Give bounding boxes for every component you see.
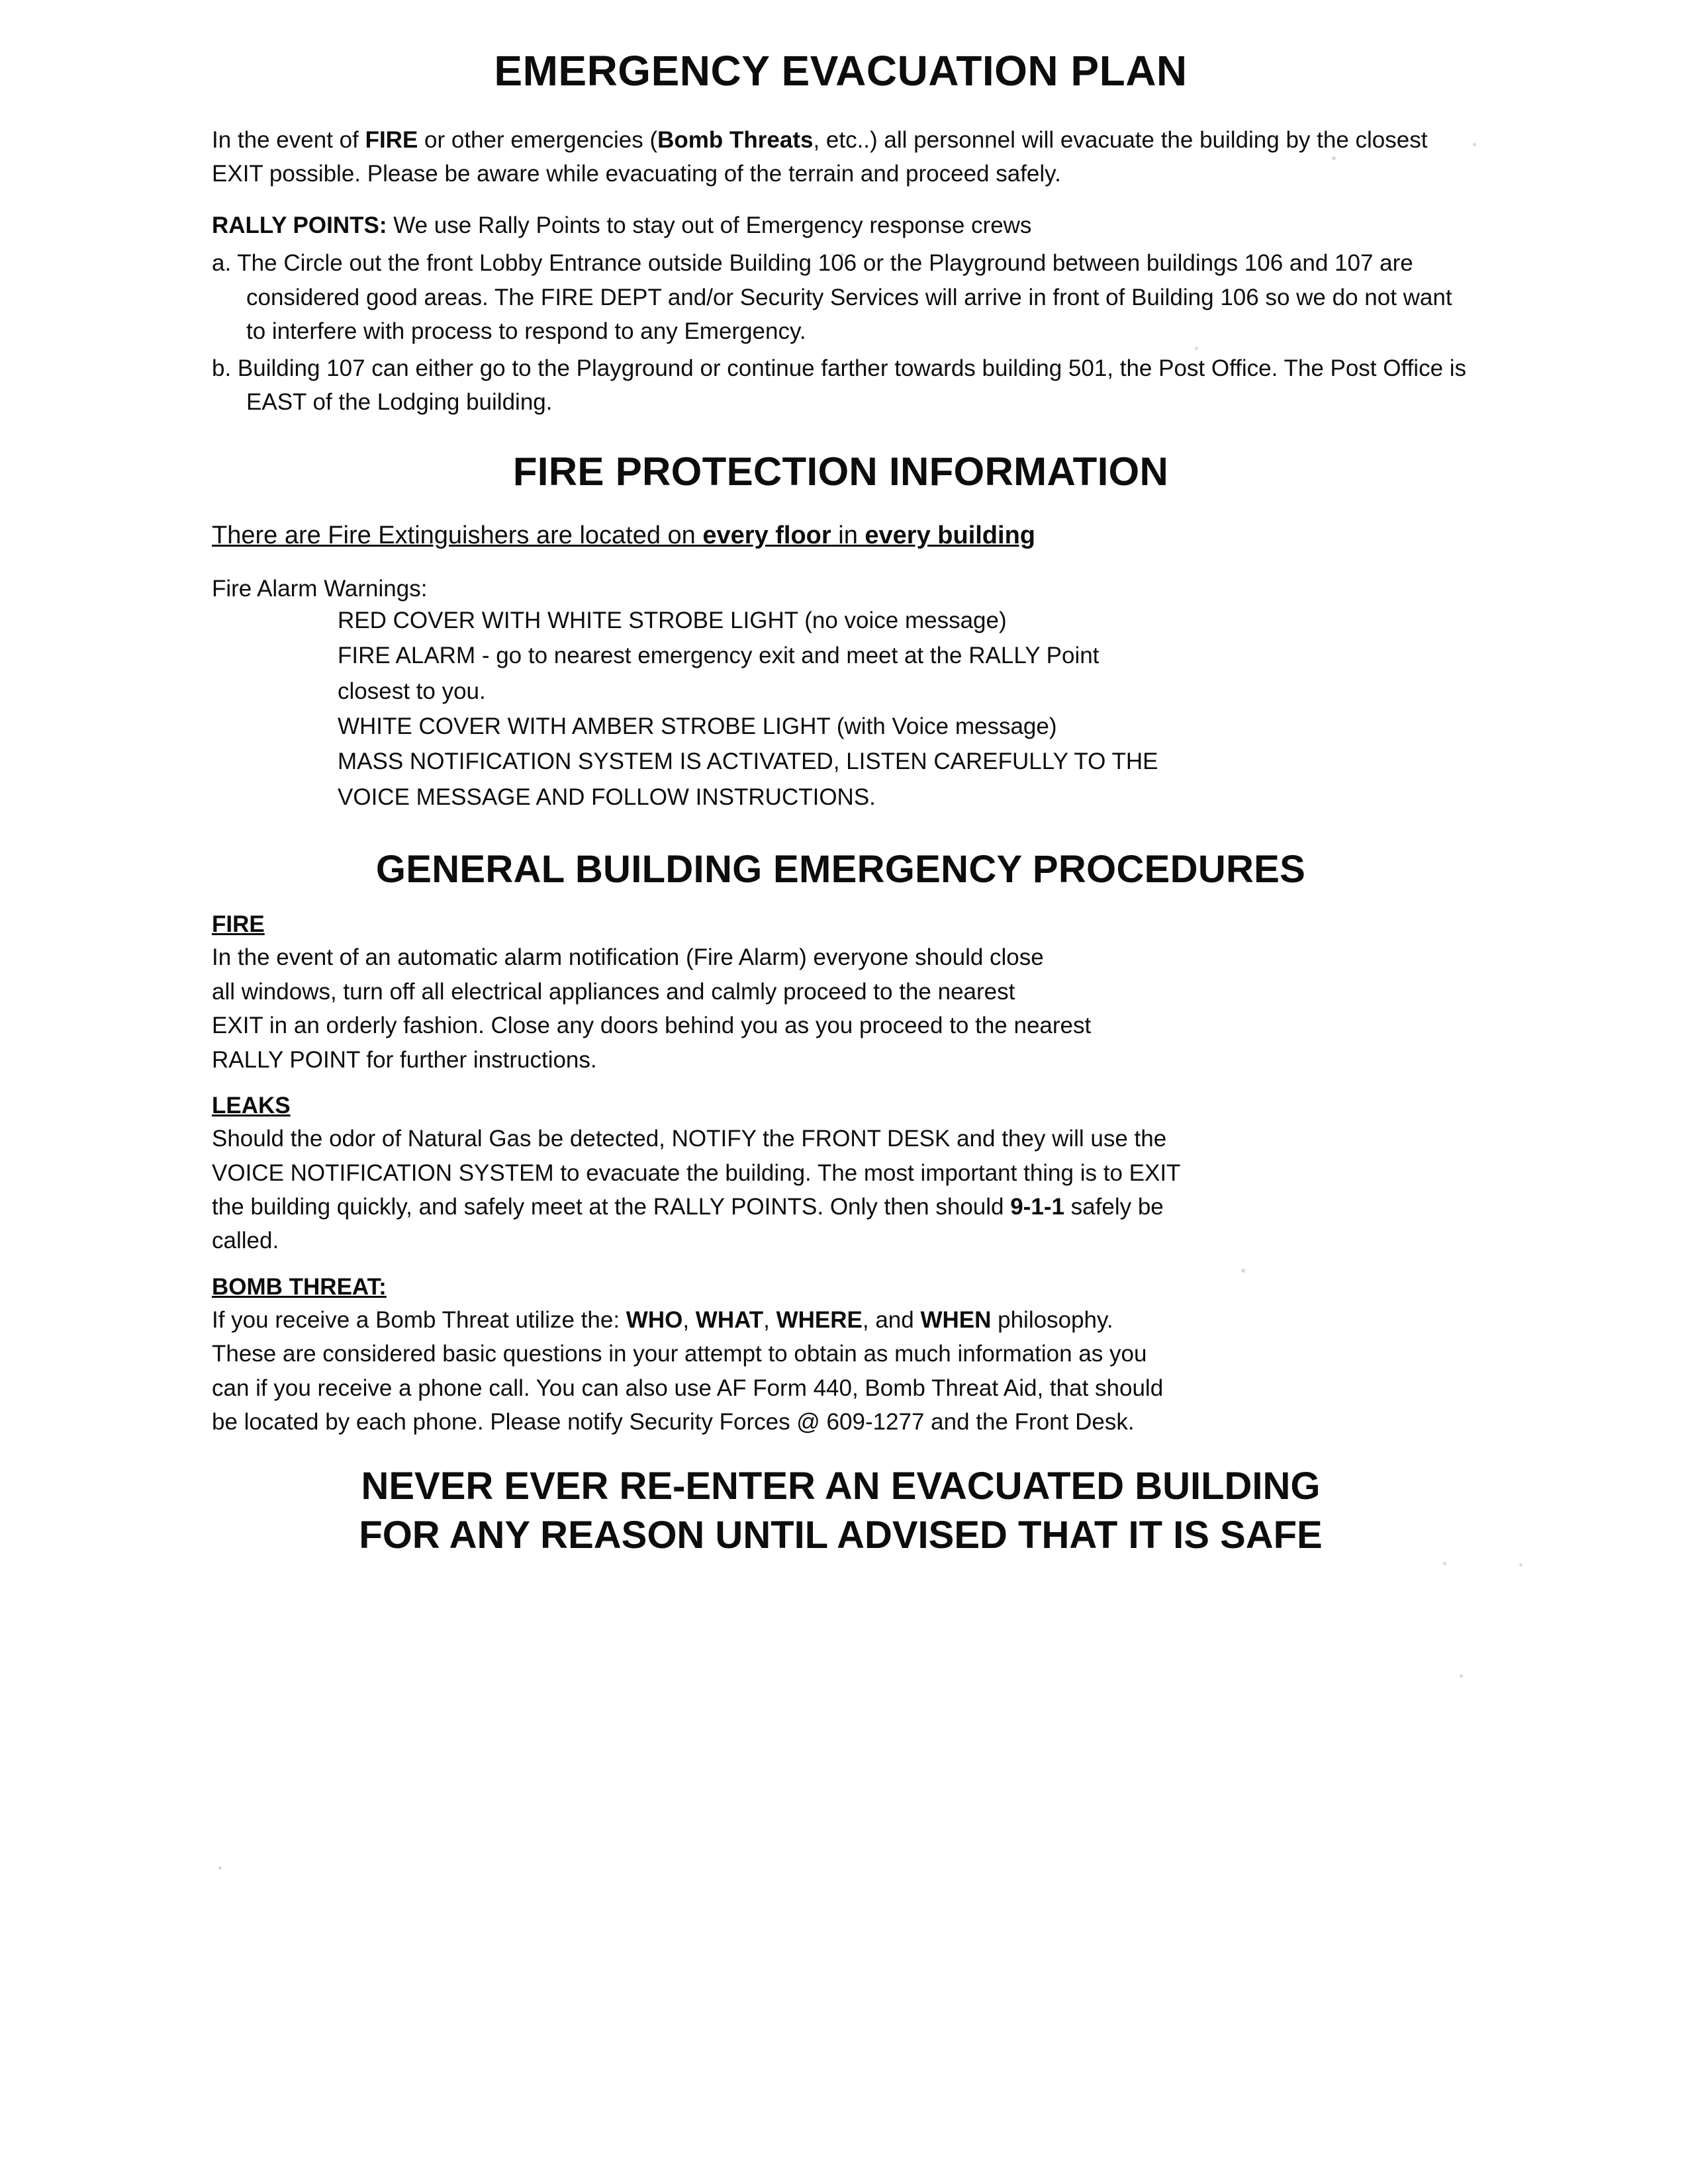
intro-bold-bomb-threats: Bomb Threats	[657, 127, 814, 153]
bomb-bold-what: WHAT	[695, 1306, 764, 1333]
paragraph-line	[212, 1303, 1470, 1337]
bomb-sep-1: ,	[682, 1306, 696, 1333]
leaks-bold-911: 9-1-1	[1010, 1193, 1064, 1220]
leaks-line3-text-1: the building quickly, and safely meet at the RALLY POINTS. Only then should	[212, 1193, 1011, 1220]
headline-text-2: in	[831, 521, 865, 549]
headline-bold-every-building: every building	[865, 521, 1036, 549]
paragraph-line	[212, 1190, 1470, 1224]
paragraph-line: can if you receive a phone call. You can also use AF Form 440, Bomb Threat Aid, that should	[212, 1375, 1164, 1401]
list-item: a. The Circle out the front Lobby Entrance outside Building 106 or the Playground between buildings 106 and 107 are considered good areas. The FIRE DEPT and/or Security Services will arrive in front of Building 106 so we do not want to interfere with process to respond to any Emergency.	[212, 250, 1452, 345]
list-item: closest to you.	[338, 678, 486, 704]
scan-speck	[1443, 1562, 1446, 1565]
list-item: FIRE ALARM - go to nearest emergency exit and meet at the RALLY Point	[338, 643, 1100, 669]
paragraph-line: Should the odor of Natural Gas be detected, NOTIFY the FRONT DESK and they will use the	[212, 1126, 1167, 1152]
subsection-heading-bomb-threat: BOMB THREAT:	[212, 1273, 387, 1300]
scan-speck	[1460, 1674, 1463, 1678]
list-item: b. Building 107 can either go to the Playground or continue farther towards building 501, the Post Office. The Post Office is EAST of the Lodging building.	[212, 355, 1467, 416]
closing-warning	[212, 1462, 1470, 1560]
fire-extinguisher-headline	[212, 518, 1470, 553]
paragraph-line: These are considered basic questions in your attempt to obtain as much information as you	[212, 1341, 1147, 1367]
intro-bold-fire: FIRE	[365, 127, 418, 153]
paragraph-line: VOICE NOTIFICATION SYSTEM to evacuate the building. The most important thing is to EXIT	[212, 1160, 1181, 1186]
bomb-line1-text-2: philosophy.	[991, 1306, 1113, 1333]
leaks-line3-text-2: safely be	[1064, 1193, 1164, 1220]
section-title-fire-protection: FIRE PROTECTION INFORMATION	[512, 449, 1169, 494]
list-item: WHITE COVER WITH AMBER STROBE LIGHT (with Voice message)	[338, 713, 1057, 739]
list-item: VOICE MESSAGE AND FOLLOW INSTRUCTIONS.	[338, 784, 876, 810]
list-item: RED COVER WITH WHITE STROBE LIGHT (no voice message)	[338, 607, 1007, 633]
paragraph-line: be located by each phone. Please notify Security Forces @ 609-1277 and the Front Desk.	[212, 1409, 1135, 1435]
bomb-line1-text-1: If you receive a Bomb Threat utilize the:	[212, 1306, 626, 1333]
fire-procedure-text	[212, 940, 1470, 1077]
subsection-heading-fire: FIRE	[212, 911, 265, 938]
headline-text-1: There are Fire Extinguishers are located on	[212, 521, 703, 549]
paragraph-line: In the event of an automatic alarm notification (Fire Alarm) everyone should close	[212, 944, 1044, 971]
rally-points-label: RALLY POINTS:	[212, 212, 387, 238]
paragraph-line: EXIT in an orderly fashion. Close any doors behind you as you proceed to the nearest	[212, 1013, 1092, 1039]
subsection-heading-leaks: LEAKS	[212, 1093, 291, 1119]
bomb-bold-where: WHERE	[776, 1306, 863, 1333]
bomb-bold-when: WHEN	[920, 1306, 992, 1333]
closing-line: FOR ANY REASON UNTIL ADVISED THAT IT IS SAFE	[359, 1513, 1323, 1557]
bomb-sep-3: , and	[862, 1306, 921, 1333]
fire-alarm-warnings-label: Fire Alarm Warnings:	[212, 575, 428, 602]
fire-alarm-warnings-list	[338, 604, 1470, 815]
section-title-general-procedures: GENERAL BUILDING EMERGENCY PROCEDURES	[375, 848, 1306, 891]
rally-points-lead-text: We use Rally Points to stay out of Emergency response crews	[387, 212, 1032, 238]
document-content	[212, 46, 1470, 1560]
bomb-bold-who: WHO	[626, 1306, 683, 1333]
paragraph-line: called.	[212, 1228, 279, 1254]
rally-points-lead	[212, 208, 1470, 242]
list-item: MASS NOTIFICATION SYSTEM IS ACTIVATED, LISTEN CAREFULLY TO THE	[338, 749, 1158, 775]
page-title: EMERGENCY EVACUATION PLAN	[494, 47, 1188, 95]
leaks-procedure-text	[212, 1122, 1470, 1258]
bomb-threat-procedure-text	[212, 1303, 1470, 1439]
intro-text-2: or other emergencies (	[418, 127, 658, 153]
paragraph-line: all windows, turn off all electrical appliances and calmly proceed to the nearest	[212, 978, 1015, 1005]
scan-speck	[218, 1866, 222, 1870]
scan-speck	[1519, 1563, 1523, 1567]
intro-paragraph	[212, 123, 1470, 191]
paragraph-line: RALLY POINT for further instructions.	[212, 1046, 597, 1073]
intro-text-3: , etc..) all personnel will evacuate the building by the closest EXIT possible. Please be aware while evacuating of the terrain and proceed safely.	[212, 127, 1428, 187]
closing-line: NEVER EVER RE-ENTER AN EVACUATED BUILDING	[361, 1464, 1321, 1508]
intro-text-1: In the event of	[212, 127, 365, 153]
bomb-sep-2: ,	[763, 1306, 776, 1333]
scan-speck	[1473, 143, 1476, 146]
headline-bold-every-floor: every floor	[702, 521, 831, 549]
